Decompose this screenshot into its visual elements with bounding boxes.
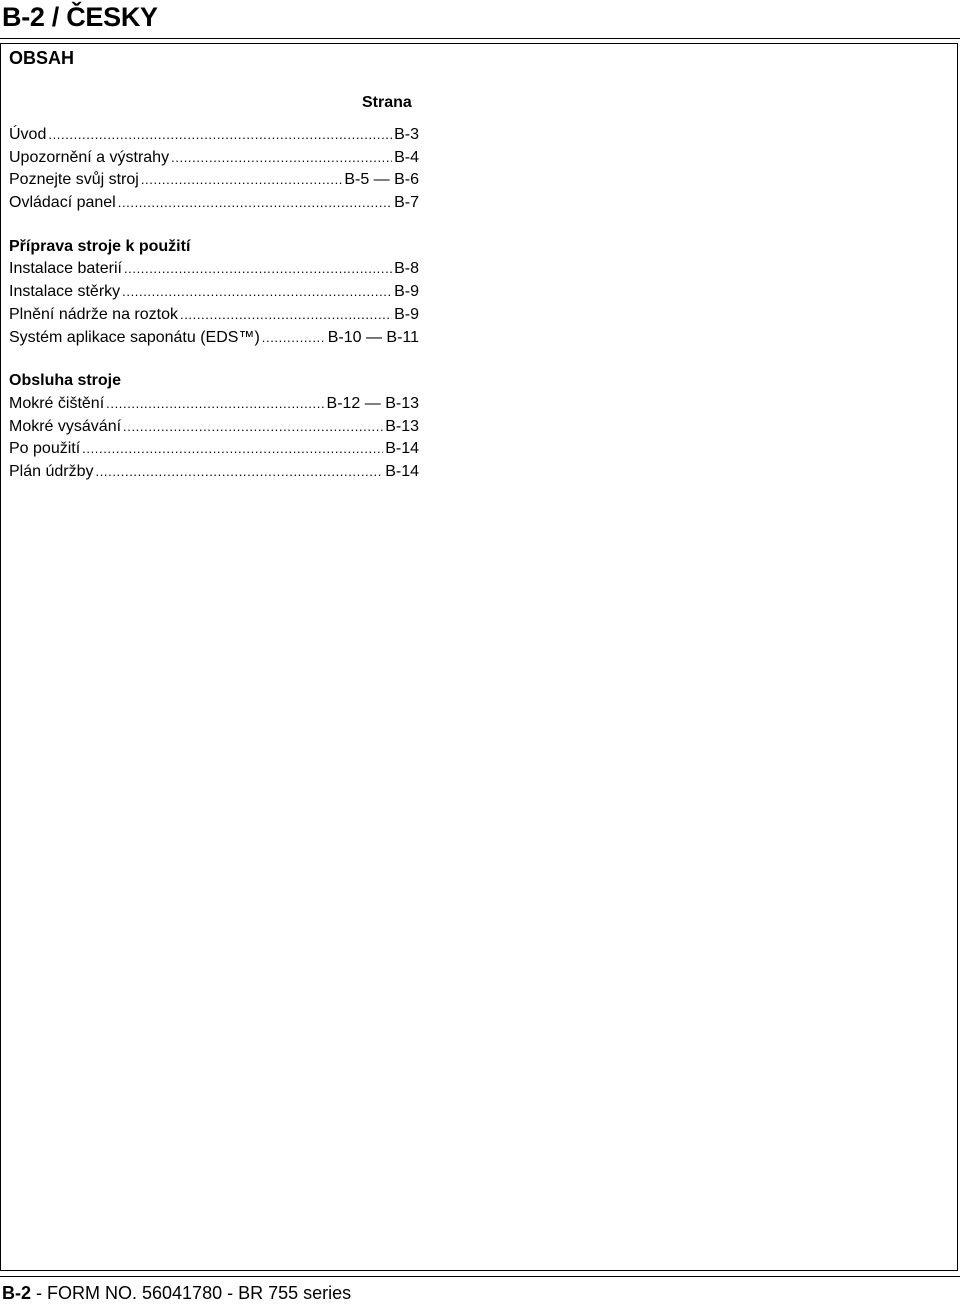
toc-entry-solution-tank[interactable] xyxy=(9,304,419,327)
dot-leader xyxy=(118,192,392,215)
page-footer xyxy=(2,1283,351,1304)
dot-leader xyxy=(180,304,392,327)
toc-entry-label: Mokré vysávání xyxy=(9,417,122,435)
toc-entry-page: B-10 — B-11 xyxy=(327,328,419,346)
table-of-contents xyxy=(9,124,419,484)
toc-entry-page: B-14 xyxy=(385,440,419,458)
page-header-title: B-2 / ČESKY xyxy=(2,2,158,32)
toc-entry-page: B-7 xyxy=(394,194,419,212)
dot-leader xyxy=(141,169,342,192)
toc-entry-control-panel[interactable] xyxy=(9,192,419,215)
toc-entry-page: B-4 xyxy=(394,148,419,166)
contents-title: OBSAH xyxy=(9,48,75,68)
dot-leader xyxy=(171,147,392,170)
toc-entry-label: Plnění nádrže na roztok xyxy=(9,305,178,323)
toc-entry-label: Po použití xyxy=(9,440,81,458)
toc-entry-page: B-5 — B-6 xyxy=(344,171,419,189)
dot-leader xyxy=(106,393,324,416)
toc-section-heading-prep: Příprava stroje k použití xyxy=(9,237,191,255)
footer-rule xyxy=(0,1276,960,1277)
dot-leader xyxy=(262,327,326,350)
toc-entry-wet-scrubbing[interactable] xyxy=(9,393,419,416)
toc-entry-label: Upozornění a výstrahy xyxy=(9,148,170,166)
dot-leader xyxy=(82,438,383,461)
toc-entry-squeegee[interactable] xyxy=(9,281,419,304)
toc-entry-batteries[interactable] xyxy=(9,258,419,281)
toc-entry-page: B-13 xyxy=(385,417,419,435)
toc-entry-page: B-3 xyxy=(394,126,419,143)
toc-entry-page: B-9 xyxy=(394,283,419,301)
dot-leader xyxy=(122,281,392,304)
page-column-header: Strana xyxy=(362,94,412,111)
toc-entry-label: Instalace baterií xyxy=(9,260,122,278)
toc-entry-label: Systém aplikace saponátu (EDS™) xyxy=(9,328,260,346)
toc-entry-label: Ovládací panel xyxy=(9,194,116,212)
toc-entry-label: Úvod xyxy=(9,126,47,143)
toc-section-heading-operation: Obsluha stroje xyxy=(9,372,122,390)
toc-entry-page: B-8 xyxy=(394,260,419,278)
toc-entry-label: Plán údržby xyxy=(9,462,94,480)
toc-entry-eds[interactable] xyxy=(9,327,419,350)
toc-entry-page: B-9 xyxy=(394,305,419,323)
toc-entry-page: B-14 xyxy=(385,462,419,480)
toc-entry-page: B-12 — B-13 xyxy=(326,394,419,412)
dot-leader xyxy=(123,416,383,439)
dot-leader xyxy=(124,258,392,281)
dot-leader xyxy=(96,461,384,484)
footer-page-number: B-2 xyxy=(2,1283,32,1303)
footer-form-text: - FORM NO. 56041780 - BR 755 series xyxy=(31,1283,352,1303)
toc-entry-know-machine[interactable] xyxy=(9,169,419,192)
toc-entry-label: Poznejte svůj stroj xyxy=(9,171,139,189)
toc-entry-label: Mokré čištění xyxy=(9,394,105,412)
header-rule xyxy=(0,38,960,39)
toc-entry-maintenance[interactable] xyxy=(9,461,419,484)
toc-entry-intro[interactable] xyxy=(9,124,419,147)
toc-entry-after-use[interactable] xyxy=(9,438,419,461)
toc-entry-warnings[interactable] xyxy=(9,147,419,170)
toc-entry-label: Instalace stěrky xyxy=(9,283,121,301)
toc-entry-wet-vacuuming[interactable] xyxy=(9,416,419,439)
dot-leader xyxy=(48,124,392,147)
